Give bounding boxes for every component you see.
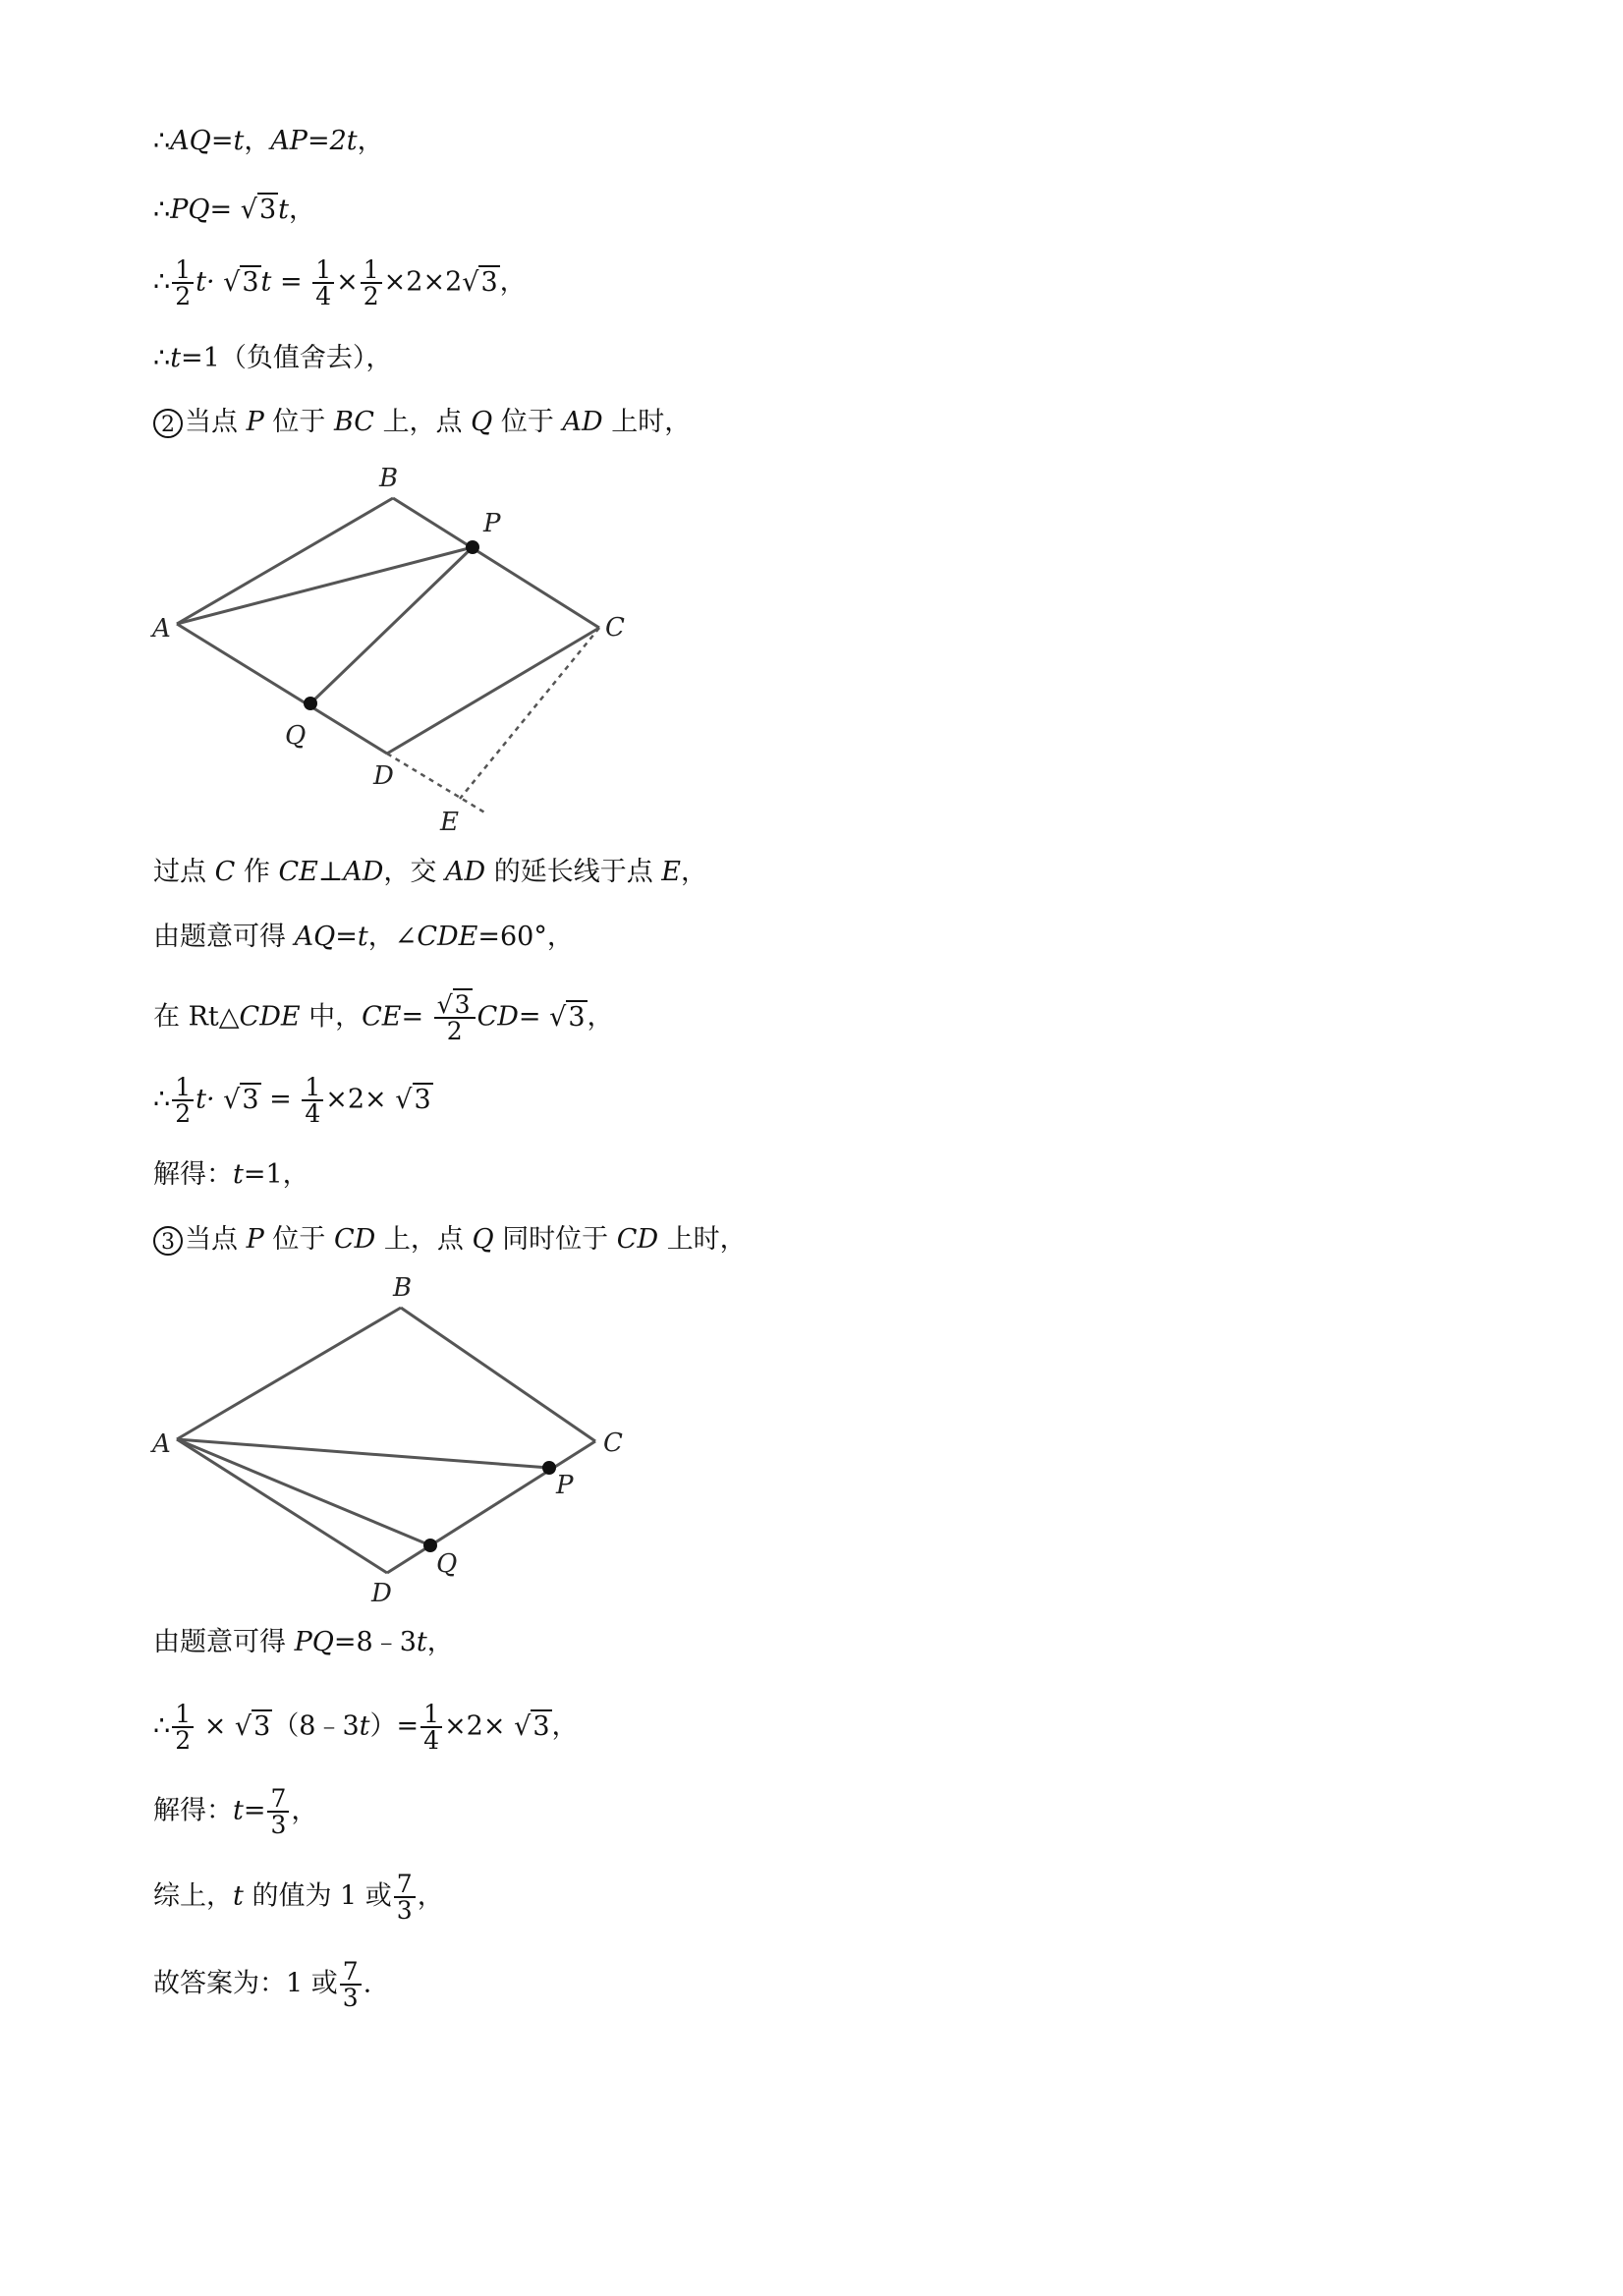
- fraction: $\frac{1}{2}$: [172, 257, 194, 308]
- point-p: [542, 1461, 556, 1475]
- line-solve-2: 解得：t= $\frac{7}{3}$ ，: [153, 1784, 318, 1839]
- label-q: Q: [285, 721, 307, 751]
- point-p: [466, 540, 479, 554]
- sqrt: √3: [234, 1710, 271, 1742]
- circled-number: 2: [153, 409, 183, 438]
- fraction: $\frac{1}{2}$: [172, 1075, 194, 1126]
- fraction: $\frac{1}{2}$: [361, 257, 382, 308]
- label-q: Q: [436, 1549, 458, 1579]
- fraction: $\frac{1}{4}$: [420, 1702, 442, 1753]
- label-b: B: [379, 464, 399, 493]
- fraction: $\frac{√3}{2}$: [434, 992, 476, 1043]
- label-d: D: [373, 761, 394, 791]
- line-summary: 综上，t 的值为 1 或 $\frac{7}{3}$ ，: [153, 1870, 444, 1925]
- label-a: A: [152, 614, 171, 644]
- line-solve-1: 解得：t=1，: [153, 1159, 309, 1190]
- label-c: C: [605, 613, 625, 643]
- line-t-equals-1: ∴t=1（负值舍去），: [153, 343, 393, 373]
- fraction: $\frac{7}{3}$: [267, 1786, 289, 1837]
- line-area-equation-2: ∴ $\frac{1}{2}$ t· √3 = $\frac{1}{4}$ ×2× √3: [153, 1073, 431, 1128]
- line-answer: 故答案为：1 或 $\frac{7}{3}$ .: [153, 1957, 372, 2012]
- fraction: $\frac{1}{4}$: [302, 1075, 323, 1126]
- figure-case-3: [147, 1272, 623, 1611]
- line-area-equation-1: ∴ $\frac{1}{2}$ t· √3t = $\frac{1}{4}$ × $\frac{1}{2}$ ×2×2√3，: [153, 255, 527, 310]
- sqrt: √3: [240, 195, 277, 225]
- line-angle-cde: 由题意可得 AQ=t，∠CDE=60°，: [153, 922, 574, 952]
- circled-number: 3: [153, 1226, 183, 1256]
- point-q: [304, 697, 317, 710]
- point-q: [423, 1539, 437, 1552]
- line-pq: ∴PQ= √3t，: [153, 191, 315, 230]
- fraction: $\frac{7}{3}$: [340, 1959, 362, 2010]
- sqrt: √3: [395, 1084, 431, 1115]
- line-construct-ce: 过点 C 作 CE⊥AD，交 AD 的延长线于点 E，: [153, 857, 708, 887]
- sqrt: √3: [514, 1710, 550, 1742]
- sqrt: √3: [549, 1001, 586, 1033]
- label-e: E: [440, 808, 459, 837]
- sqrt: √3: [223, 1084, 259, 1115]
- label-b: B: [393, 1273, 413, 1303]
- case-2-heading: 2 当点 P 位于 BC 上，点 Q 位于 AD 上时，: [153, 403, 691, 442]
- sqrt: √3: [223, 266, 259, 298]
- line-ce-length: 在 Rt△CDE 中，CE= $\frac{√3}{2}$ CD= √3，: [153, 990, 614, 1045]
- label-d: D: [371, 1579, 392, 1608]
- label-c: C: [603, 1428, 623, 1458]
- fraction: $\frac{1}{2}$: [172, 1702, 194, 1753]
- line-area-equation-3: ∴ $\frac{1}{2}$ × √3（8﹣3t）= $\frac{1}{4}$ ×2× √3，: [153, 1700, 579, 1755]
- label-p: P: [556, 1471, 574, 1500]
- line-pq-length: 由题意可得 PQ=8﹣3t，: [153, 1627, 454, 1657]
- label-p: P: [483, 509, 501, 538]
- sqrt: √3: [462, 266, 498, 298]
- case-3-heading: 3 当点 P 位于 CD 上，点 Q 同时位于 CD 上时，: [153, 1220, 747, 1260]
- fraction: $\frac{7}{3}$: [394, 1872, 416, 1923]
- figure-case-2: [147, 457, 625, 837]
- fraction: $\frac{1}{4}$: [312, 257, 334, 308]
- label-a: A: [152, 1429, 171, 1459]
- line-aq-ap: ∴AQ=t，AP=2t，: [153, 126, 384, 156]
